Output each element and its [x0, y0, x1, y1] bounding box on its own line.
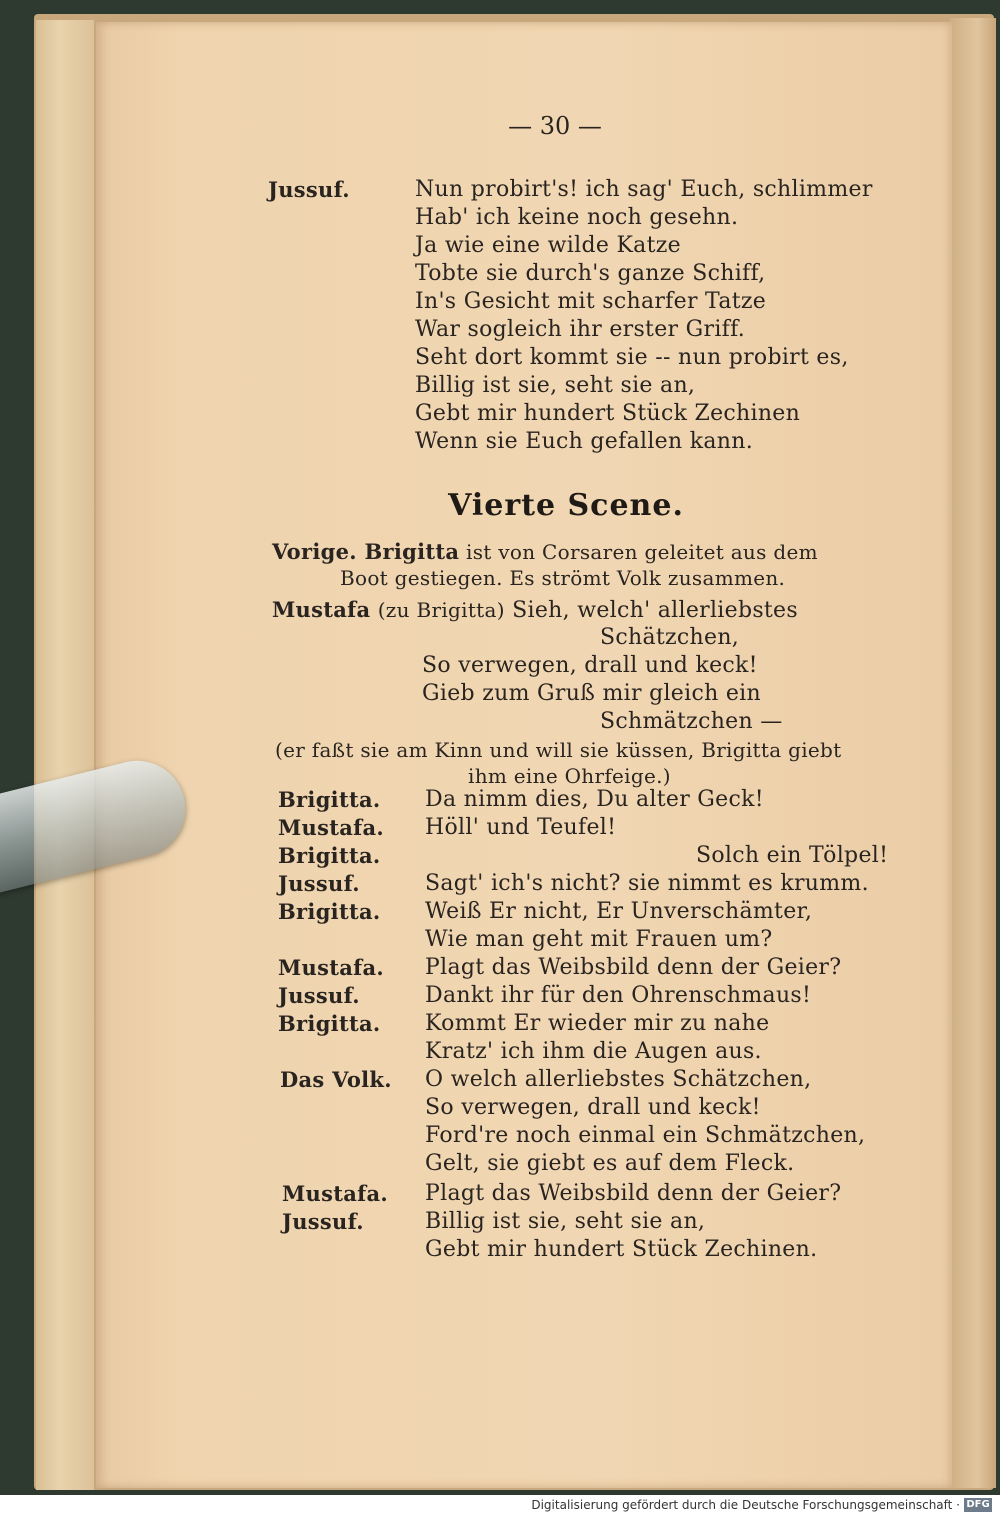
speaker-label: Brigitta. [278, 1011, 381, 1036]
footer-credit: Digitalisierung gefördert durch die Deutsche Forschungsgemeinschaft · [531, 1498, 960, 1512]
mustafa-line [272, 596, 798, 625]
dialogue-text: Wie man geht mit Frauen um? [425, 927, 773, 952]
dialogue-text: Plagt das Weibsbild denn der Geier? [425, 955, 842, 980]
dialogue-text: Sagt' ich's nicht? sie nimmt es krumm. [425, 871, 869, 896]
page-number: — 30 — [508, 112, 602, 140]
stage-direction-line: (er faßt sie am Kinn und will sie küssen, Brigitta giebt [275, 738, 842, 762]
verse-line: Billig ist sie, seht sie an, [415, 373, 696, 398]
dialogue-text: Ford're noch einmal ein Schmätzchen, [425, 1123, 866, 1148]
dialogue-text: Kommt Er wieder mir zu nahe [425, 1011, 770, 1036]
verse-line: Wenn sie Euch gefallen kann. [415, 429, 754, 454]
verse-line: In's Gesicht mit scharfer Tatze [415, 289, 767, 314]
footer-bar [0, 1495, 1000, 1517]
verse-line: So verwegen, drall und keck! [422, 653, 758, 678]
verse-line: Hab' ich keine noch gesehn. [415, 205, 739, 230]
speaker-label: Jussuf. [282, 1209, 364, 1234]
verse-line: Ja wie eine wilde Katze [415, 233, 681, 258]
verse-line: Seht dort kommt sie -- nun probirt es, [415, 345, 849, 370]
dialogue-text: Kratz' ich ihm die Augen aus. [425, 1039, 762, 1064]
verse-line: Tobte sie durch's ganze Schiff, [415, 261, 766, 286]
dialogue-text: O welch allerliebstes Schätzchen, [425, 1067, 812, 1092]
verse-line: Nun probirt's! ich sag' Euch, schlimmer [415, 177, 873, 202]
verse-line: Gebt mir hundert Stück Zechinen [415, 401, 801, 426]
verse-text: Sieh, welch' allerliebstes [512, 598, 798, 623]
stage-direction-line: Boot gestiegen. Es strömt Volk zusammen. [340, 566, 786, 590]
dfg-logo: DFG [964, 1498, 992, 1512]
dialogue-text: Weiß Er nicht, Er Unverschämter, [425, 899, 813, 924]
stage-direction-text: ist von Corsaren geleitet aus dem [466, 540, 818, 564]
speaker-label: Jussuf. [278, 983, 360, 1008]
speaker-label: Brigitta. [278, 787, 381, 812]
speaker-label: Das Volk. [280, 1067, 392, 1092]
dialogue-text: Billig ist sie, seht sie an, [425, 1209, 706, 1234]
speaker-label: Jussuf. [278, 871, 360, 896]
speaker-label: Mustafa. [282, 1181, 388, 1206]
speaker-label: Brigitta. [278, 899, 381, 924]
verse-line: Schmätzchen — [600, 709, 783, 734]
stage-direction-line [272, 538, 818, 566]
dialogue-text: Dankt ihr für den Ohrenschmaus! [425, 983, 812, 1008]
verse-line: Gieb zum Gruß mir gleich ein [422, 681, 761, 706]
verse-line: Schätzchen, [600, 625, 740, 650]
dialogue-text: Gelt, sie giebt es auf dem Fleck. [425, 1151, 795, 1176]
book-left-edge [36, 20, 94, 1490]
dialogue-text: So verwegen, drall und keck! [425, 1095, 761, 1120]
speaker-mustafa: Mustafa [272, 597, 371, 622]
dialogue-text: Da nimm dies, Du alter Geck! [425, 787, 764, 812]
stage-direction-characters: Vorige. Brigitta [272, 539, 460, 564]
dialogue-text: Plagt das Weibsbild denn der Geier? [425, 1181, 842, 1206]
scene-title: Vierte Scene. [448, 488, 684, 523]
speaker-label: Mustafa. [278, 955, 384, 980]
verse-line: War sogleich ihr erster Griff. [415, 317, 746, 342]
speaker-jussuf: Jussuf. [268, 177, 350, 202]
dialogue-text: Gebt mir hundert Stück Zechinen. [425, 1237, 818, 1262]
aside-text: (zu Brigitta) [377, 598, 505, 622]
dialogue-text: Höll' und Teufel! [425, 815, 617, 840]
dialogue-text: Solch ein Tölpel! [696, 843, 889, 868]
stage-direction-line: ihm eine Ohrfeige.) [468, 764, 671, 788]
speaker-label: Brigitta. [278, 843, 381, 868]
speaker-label: Mustafa. [278, 815, 384, 840]
book-right-edge [950, 18, 996, 1488]
